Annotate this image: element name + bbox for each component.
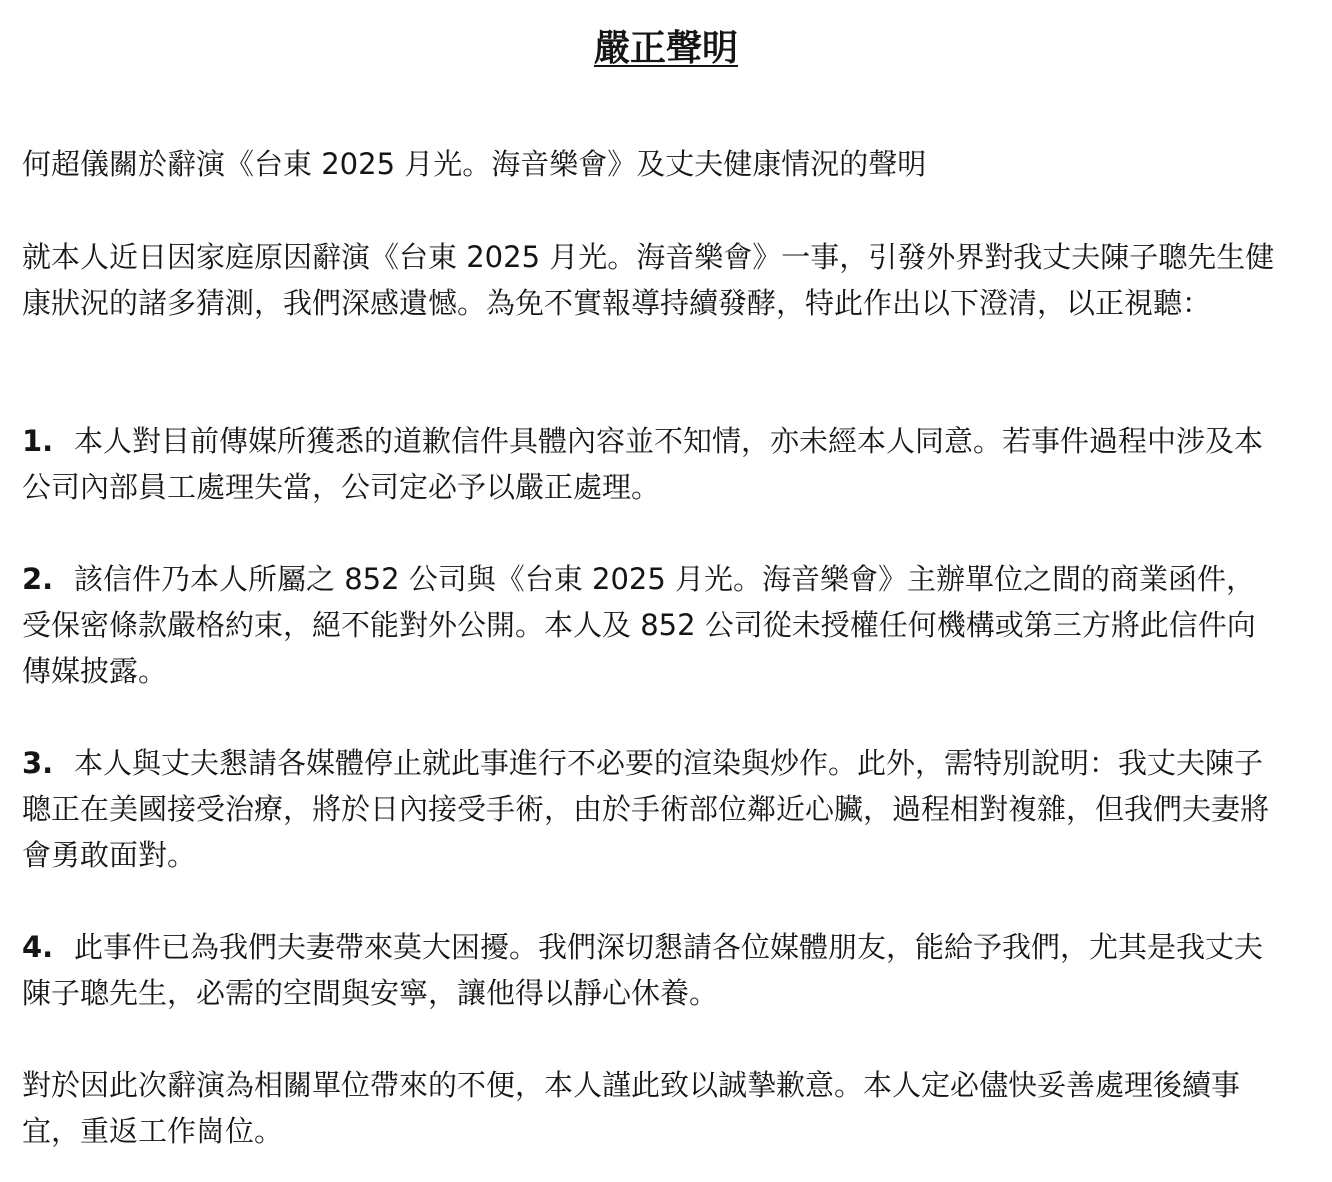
item-text: 此事件已為我們夫妻帶來莫大困擾。我們深切懇請各位媒體朋友，能給予我們，尤其是我丈夫陳子聰先生，必需的空間與安寧，讓他得以靜心休養。 xyxy=(22,930,1264,1010)
closing-paragraph: 對於因此次辭演為相關單位帶來的不便，本人謹此致以誠摯歉意。本人定必儘快妥善處理後續事宜，重返工作崗位。 xyxy=(22,1068,1241,1148)
statement-item-4 xyxy=(22,924,1284,1016)
item-text: 本人與丈夫懇請各媒體停止就此事進行不必要的渲染與炒作。此外，需特別說明：我丈夫陳子聰正在美國接受治療，將於日內接受手術，由於手術部位鄰近心臟，過程相對複雜，但我們夫妻將會勇敢面對。 xyxy=(22,746,1270,872)
statement-item-2 xyxy=(22,556,1284,694)
item-text: 本人對目前傳媒所獲悉的道歉信件具體內容並不知情，亦未經本人同意。若事件過程中涉及本公司內部員工處理失當，公司定必予以嚴正處理。 xyxy=(22,424,1264,504)
item-number: 2. xyxy=(22,562,54,596)
intro-paragraph: 就本人近日因家庭原因辭演《台東 2025 月光。海音樂會》一事，引發外界對我丈夫陳子聰先生健康狀況的諸多猜測，我們深感遺憾。為免不實報導持續發酵，特此作出以下澄清，以正視聽： xyxy=(22,240,1275,320)
statement-item-3 xyxy=(22,740,1284,878)
document-title xyxy=(0,26,1332,72)
statement-item-1 xyxy=(22,418,1284,510)
item-text: 該信件乃本人所屬之 852 公司與《台東 2025 月光。海音樂會》主辦單位之間的商業函件，受保密條款嚴格約束，絕不能對外公開。本人及 852 公司從未授權任何機構或第三方將此信件向傳媒披露。 xyxy=(22,562,1256,688)
document-subtitle: 何超儀關於辭演《台東 2025 月光。海音樂會》及丈夫健康情況的聲明 xyxy=(22,147,927,181)
item-number: 4. xyxy=(22,930,54,964)
item-number: 1. xyxy=(22,424,54,458)
item-number: 3. xyxy=(22,746,54,780)
document-title-text: 嚴正聲明 xyxy=(593,28,738,69)
